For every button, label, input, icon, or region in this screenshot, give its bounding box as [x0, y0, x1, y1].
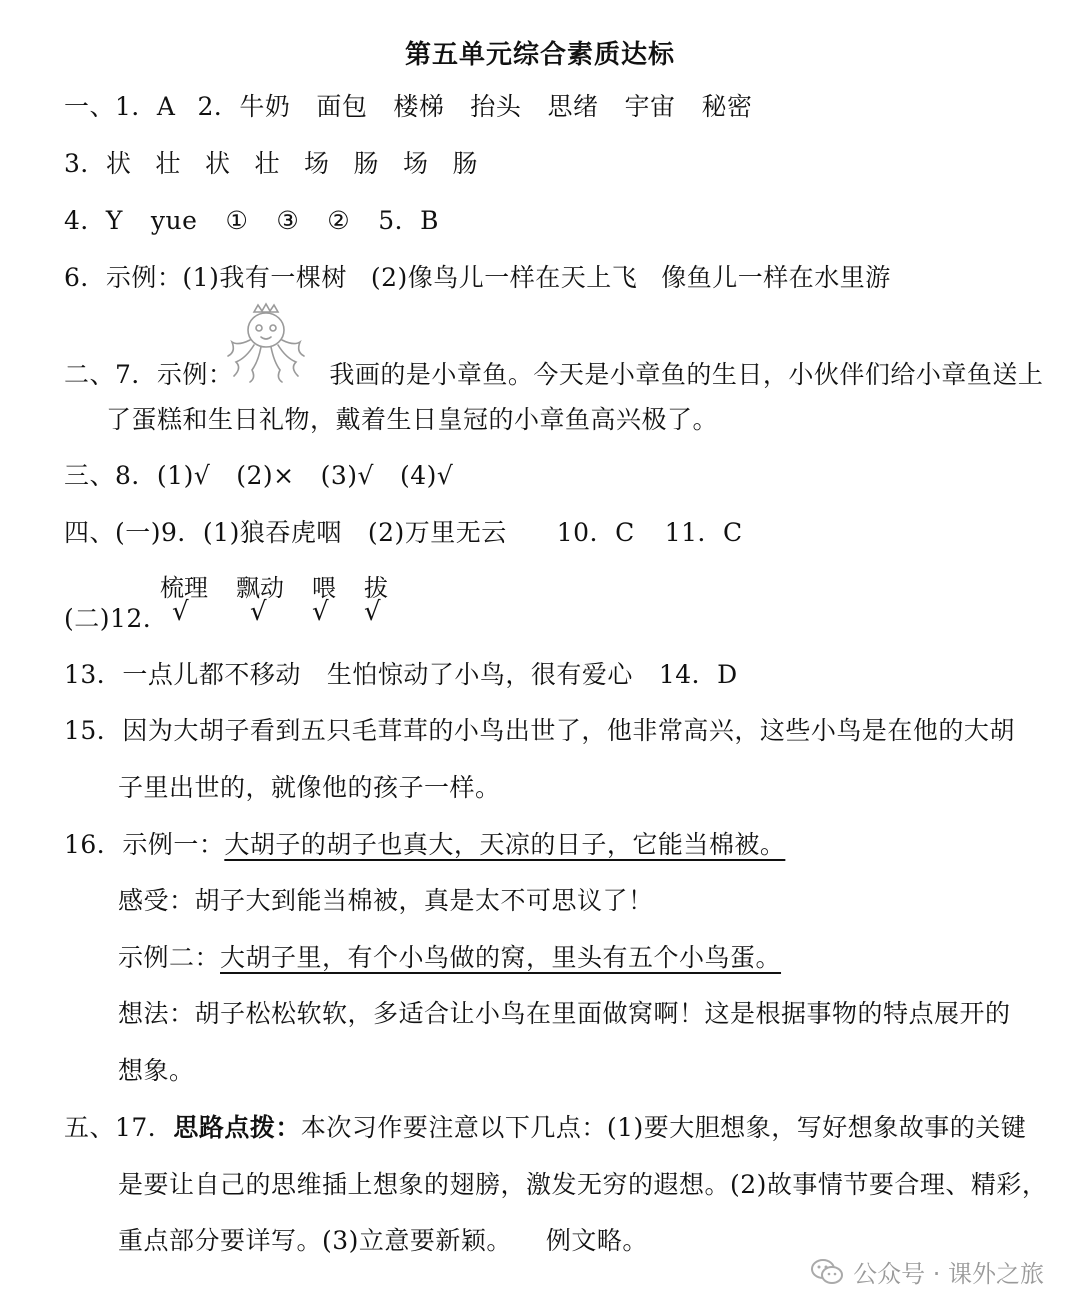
line-lead: 3．	[64, 149, 106, 178]
answer-text: 本次习作要注意以下几点：(1)要大胆想象，写好想象故事的关键	[300, 1113, 1027, 1142]
pinyin-item: yue	[150, 206, 198, 235]
idea-line-cont	[118, 1056, 195, 1086]
answer-line-9	[64, 518, 743, 548]
answer-part: 生怕惊动了小鸟，很有爱心	[326, 660, 633, 689]
choice-item: ①	[225, 206, 249, 235]
wechat-icon	[811, 1258, 843, 1286]
example-label: 示例一：	[122, 830, 225, 859]
answer-text: 胡子大到能当棉被，真是太不可思议了！	[194, 886, 654, 915]
answer-text: 胡子松松软软，多适合让小鸟在里面做窝啊！这是根据事物的特点展开的	[194, 999, 1011, 1028]
line-lead: 15．	[64, 716, 123, 745]
answer-part: 像鱼儿一样在水里游	[661, 263, 891, 292]
question-answer: 10．C	[556, 518, 635, 547]
char-item: 场	[303, 149, 330, 178]
watermark-text: 公众号 · 课外之旅	[853, 1260, 1044, 1288]
feeling-label: 感受：	[118, 886, 195, 915]
answer-part: (1)我有一棵树	[182, 263, 347, 292]
choice-item: ②	[327, 206, 351, 235]
answer-text: 了蛋糕和生日礼物，戴着生日皇冠的小章鱼高兴极了。	[106, 405, 719, 434]
answer-line-6	[64, 263, 891, 293]
char-item: 肠	[353, 149, 379, 178]
word-item: 宇宙	[624, 92, 676, 121]
line-lead: 五、17．	[64, 1113, 174, 1142]
question-answer: 5．B	[378, 206, 439, 235]
judge-item: (2)×	[236, 461, 295, 490]
underlined-sentence: 大胡子里，有个小鸟做的窝，里头有五个小鸟蛋。	[220, 943, 782, 972]
underlined-sentence: 大胡子的胡子也真大，天凉的日子，它能当棉被。	[224, 830, 786, 859]
answer-line-7-cont	[106, 405, 718, 435]
idea-line	[118, 999, 1011, 1029]
answer-text: 因为大胡子看到五只毛茸茸的小鸟出世了，他非常高兴，这些小鸟是在他的大胡	[122, 716, 1015, 745]
answer-line-4	[64, 206, 439, 236]
word-item: 面包	[316, 92, 368, 121]
question-answer: 14．D	[658, 660, 738, 689]
judge-item: (4)√	[399, 461, 454, 490]
line-lead: 6．示例：	[64, 263, 183, 292]
char-item: 肠	[452, 149, 479, 178]
line-lead: 16．	[64, 830, 123, 859]
answer-line-3	[64, 149, 478, 179]
char-item: 壮	[155, 149, 181, 178]
answer-line-17	[64, 1113, 1026, 1143]
page-title: 第五单元综合素质达标	[404, 40, 675, 70]
example-two-line	[118, 943, 781, 973]
answer-line-15	[64, 716, 1015, 746]
answer-line-1	[64, 92, 752, 122]
check-mark: √	[250, 597, 267, 627]
answer-text: 子里出世的，就像他的孩子一样。	[118, 773, 501, 802]
line-lead: 三、8．	[64, 461, 157, 490]
judge-item: (3)√	[320, 461, 374, 490]
word-item: 飘动	[236, 574, 284, 602]
question-number: 2．	[197, 92, 240, 121]
char-item: 场	[403, 149, 429, 178]
answer-text: 例文略。	[545, 1226, 648, 1255]
word-item: 拔	[364, 574, 388, 602]
answer-line-13	[64, 660, 738, 690]
answer-part: (1)狼吞虎咽	[202, 518, 342, 547]
answer-line-8	[64, 461, 453, 491]
char-item: 状	[204, 149, 231, 178]
choice-item: ③	[276, 206, 300, 235]
answer-text: 是要让自己的思维插上想象的翅膀，激发无穷的遐想。(2)故事情节要合理、精彩，	[118, 1170, 1048, 1199]
answer-text: 重点部分要详写。(3)立意要新颖。	[118, 1226, 512, 1255]
tip-label: 思路点拨：	[173, 1113, 301, 1142]
answer-line-17-end	[118, 1226, 648, 1256]
word-item: 喂	[312, 574, 336, 602]
word-item: 抬头	[470, 92, 522, 121]
line-lead: 一、1．A	[64, 92, 176, 121]
answer-part: (2)像鸟儿一样在天上飞	[370, 263, 638, 292]
word-item: 梳理	[160, 574, 208, 602]
answer-line-7	[64, 360, 1043, 390]
watermark	[811, 1254, 1044, 1289]
feeling-line	[118, 886, 654, 916]
answer-line-16	[64, 830, 785, 860]
answer-part: 一点儿都不移动	[122, 660, 301, 689]
line-lead: 13．	[64, 660, 123, 689]
line-lead: 四、(一)9．	[64, 518, 203, 547]
answer-text: 想象。	[118, 1056, 195, 1085]
example-label: 示例二：	[118, 943, 221, 972]
answer-line-15-cont	[118, 773, 501, 803]
check-mark: √	[312, 597, 329, 627]
judge-item: (1)√	[156, 461, 211, 490]
answer-text: 我画的是小章鱼。今天是小章鱼的生日，小伙伴们给小章鱼送上	[329, 360, 1044, 389]
idea-label: 想法：	[118, 999, 195, 1028]
answer-line-12-lead: (二)12．	[64, 604, 169, 633]
word-item: 牛奶	[239, 92, 291, 121]
char-item: 壮	[254, 149, 280, 178]
word-item: 思绪	[547, 92, 599, 121]
word-item: 楼梯	[393, 92, 445, 121]
char-item: 状	[105, 149, 132, 178]
word-item: 秘密	[701, 92, 753, 121]
check-mark: √	[172, 597, 189, 627]
line-lead: 二、7．示例：	[64, 360, 234, 389]
check-mark: √	[364, 597, 381, 627]
answer-line-17-cont	[118, 1170, 1047, 1200]
question-answer: 11．C	[664, 518, 743, 547]
answer-part: (2)万里无云	[367, 518, 507, 547]
line-lead: 4．Y	[64, 206, 123, 235]
